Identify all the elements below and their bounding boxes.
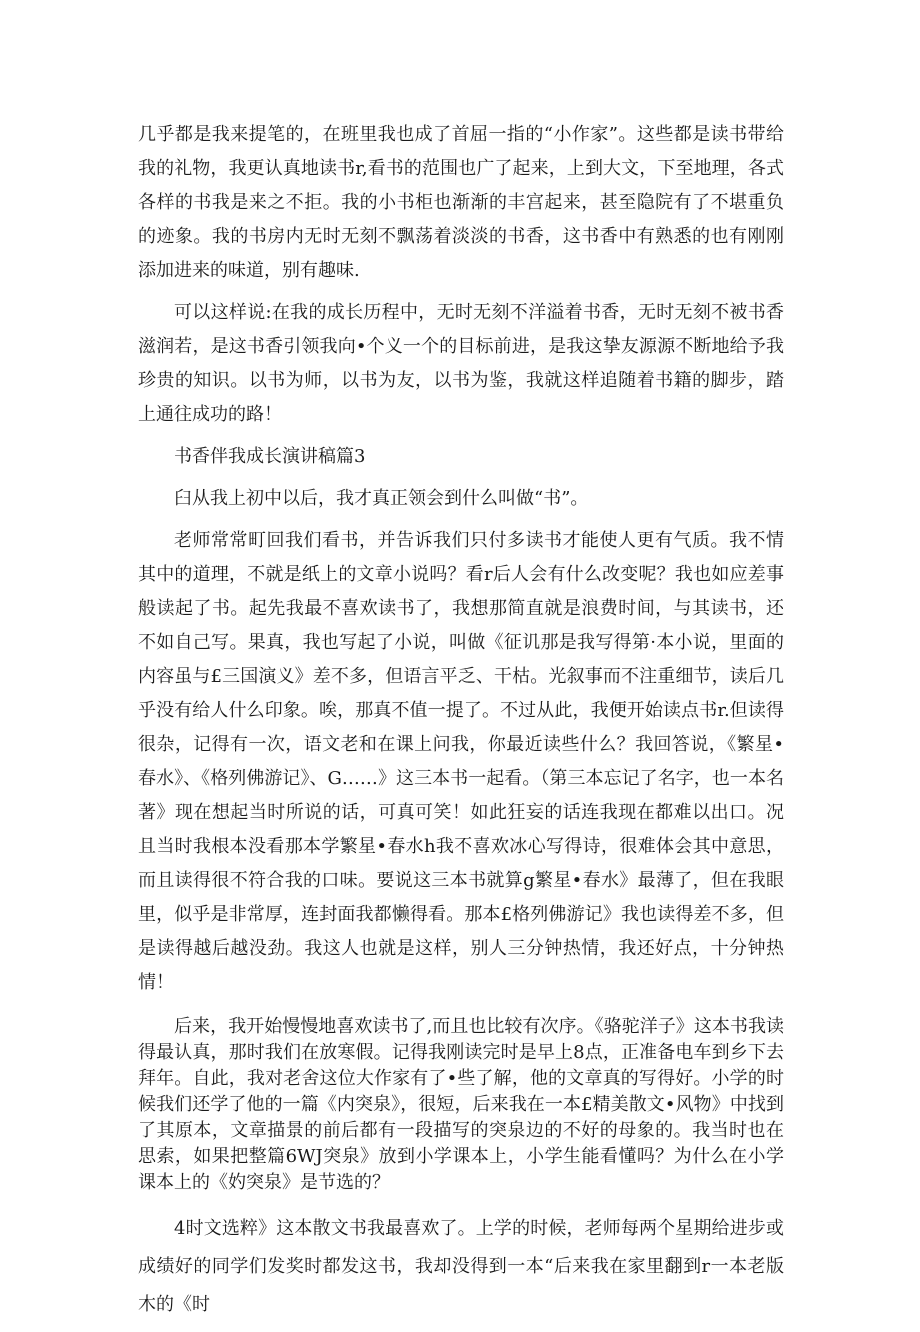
paragraph-continuation: 几乎都是我来提笔的，在班里我也成了首屈一指的“小作家”。这些都是读书带给我的礼物，我更认真地读书r,看书的范围也广了起来，上到大文，下至地理，各式各样的书我是来之不拒。我的小书柜也渐渐的丰宫起来，甚至隐院有了不堪重负的迹象。我的书房内无时无刻不飘荡着淡淡的书香，这书香中有熟悉的也有刚刚添加进来的味道，别有趣味.: [138, 124, 784, 281]
section-heading: 书香伴我成长演讲稿篇3: [174, 446, 366, 467]
paragraph-intro: 臼从我上初中以后，我才真正领会到什么叫做“书”。: [174, 488, 589, 509]
paragraph-growth-summary: 可以这样说:在我的成长历程中，无时无刻不洋溢着书香，无时无刻不被书香滋润若，是这书香引领我向•个义一个的目标前进，是我这挚友源源不断地给予我珍贵的知识。以书为师，以书为友，以书为鉴，我就这样追随着书籍的脚步，踏上通往成功的路！: [138, 302, 784, 425]
document-page: [138, 118, 784, 1332]
paragraph-later-reading: 后来，我开始慢慢地喜欢读书了,而且也比较有次序。《骆驼洋子》这本书我读得最认真，那时我们在放寒假。记得我刚读完时是早上8点，正准备电车到乡下去拜年。自此，我对老舍这位大作家有了•些了解，他的文章真的写得好。小学的时候我们还学了他的一篇《内突泉》，很短，后来我在一本£精美散文•风物》中找到了其原本，文章描景的前后都有一段描写的突泉边的不好的母象的。我当时也在思索，如果把整篇6WJ突泉》放到小学课本上，小学生能看懂吗？为什么在小学课本上的《妁突泉》是节选的？: [138, 1016, 784, 1193]
paragraph-essay-collection: 4时文选粹》这本散文书我最喜欢了。上学的时候，老师每两个星期给进步或成绩好的同学们发奖时都发这书，我却没得到一本“后来我在家里翻到r一本老版木的《时: [138, 1218, 784, 1315]
paragraph-early-reading: 老师常常町回我们看书，并告诉我们只付多读书才能使人更有气质。我不情其中的道理，不就是纸上的文章小说吗？看r后人会有什么改变呢？我也如应差事般读起了书。起先我最不喜欢读书了，我想那简直就是浪费时间，与其读书，还不如自己写。果真，我也写起了小说，叫做《征讥那是我写得第·本小说，里面的内容虽与£三国演义》差不多，但语言平乏、干枯。光叙事而不注重细节，读后几乎没有给人什么印象。唉，那真不值一提了。不过从此，我便开始读点书r.但读得很杂，记得有一次，语文老和在课上问我，你最近读些什么？我回答说，《繁星•春水》、《格列佛游记》、G……》这三本书一起看。（第三本忘记了名字，也一本名著》现在想起当时所说的话，可真可笑！如此狂妄的话连我现在都难以出口。况且当时我根本没看那本学繁星•春水h我不喜欢冰心写得诗，很难体会其中意思，而且读得很不符合我的口味。要说这三本书就算g繁星•春水》最薄了，但在我眼里，似乎是非常厚，连封面我都懒得看。那本£格列佛游记》我也读得差不多，但是读得越后越没劲。我这人也就是这样，别人三分钟热情，我还好点，十分钟热情！: [138, 530, 784, 993]
